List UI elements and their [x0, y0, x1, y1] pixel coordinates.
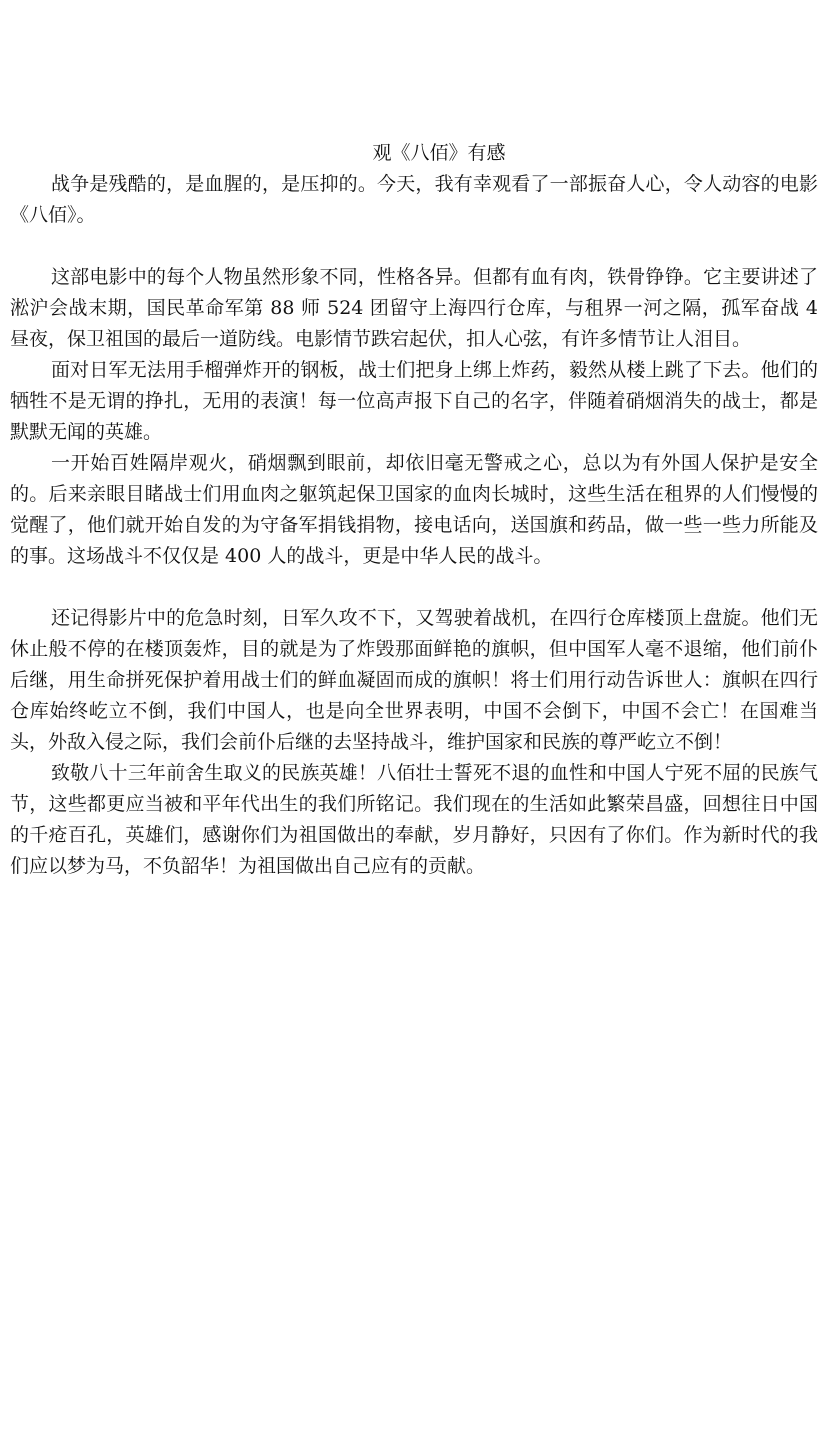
paragraph-1: 战争是残酷的，是血腥的，是压抑的。今天，我有幸观看了一部振奋人心，令人动容的电影《八佰》。: [10, 173, 818, 226]
blank-line: [10, 231, 818, 262]
paragraph-3: 面对日军无法用手榴弹炸开的钢板，战士们把身上绑上炸药，毅然从楼上跳了下去。他们的牺牲不是无谓的挣扎，无用的表演！每一位高声报下自己的名字，伴随着硝烟消失的战士，都是默默无闻的英雄。: [10, 359, 818, 443]
paragraph-2: 这部电影中的每个人物虽然形象不同，性格各异。但都有血有肉，铁骨铮铮。它主要讲述了淞沪会战末期，国民革命军第 88 师 524 团留守上海四行仓库，与租界一河之隔，孤军奋战 4 昼夜，保卫祖国的最后一道防线。电影情节跌宕起伏，扣人心弦，有许多情节让人泪目。: [10, 266, 818, 350]
document-title: 观《八佰》有感: [372, 142, 506, 164]
paragraph-6: 致敬八十三年前舍生取义的民族英雄！八佰壮士誓死不退的血性和中国人宁死不屈的民族气节，这些都更应当被和平年代出生的我们所铭记。我们现在的生活如此繁荣昌盛，回想往日中国的千疮百孔，英雄们，感谢你们为祖国做出的奉献，岁月静好，只因有了你们。作为新时代的我们应以梦为马，不负韶华！为祖国做出自己应有的贡献。: [10, 762, 818, 877]
paragraph-5: 还记得影片中的危急时刻，日军久攻不下，又驾驶着战机，在四行仓库楼顶上盘旋。他们无休止般不停的在楼顶轰炸，目的就是为了炸毁那面鲜艳的旗帜，但中国军人毫不退缩，他们前仆后继，用生命拼死保护着用战士们的鲜血凝固而成的旗帜！将士们用行动告诉世人：旗帜在四行仓库始终屹立不倒，我们中国人，也是向全世界表明，中国不会倒下，中国不会亡！在国难当头，外敌入侵之际，我们会前仆后继的去坚持战斗，维护国家和民族的尊严屹立不倒！: [10, 607, 818, 753]
paragraph-4: 一开始百姓隔岸观火，硝烟飘到眼前，却依旧毫无警戒之心，总以为有外国人保护是安全的。后来亲眼目睹战士们用血肉之躯筑起保卫国家的血肉长城时，这些生活在租界的人们慢慢的觉醒了，他们就开始自发的为守备军捐钱捐物，接电话向，送国旗和药品，做一些一些力所能及的事。这场战斗不仅仅是 400 人的战斗，更是中华人民的战斗。: [10, 452, 818, 567]
blank-line: [10, 572, 818, 603]
document-page: [10, 138, 818, 882]
